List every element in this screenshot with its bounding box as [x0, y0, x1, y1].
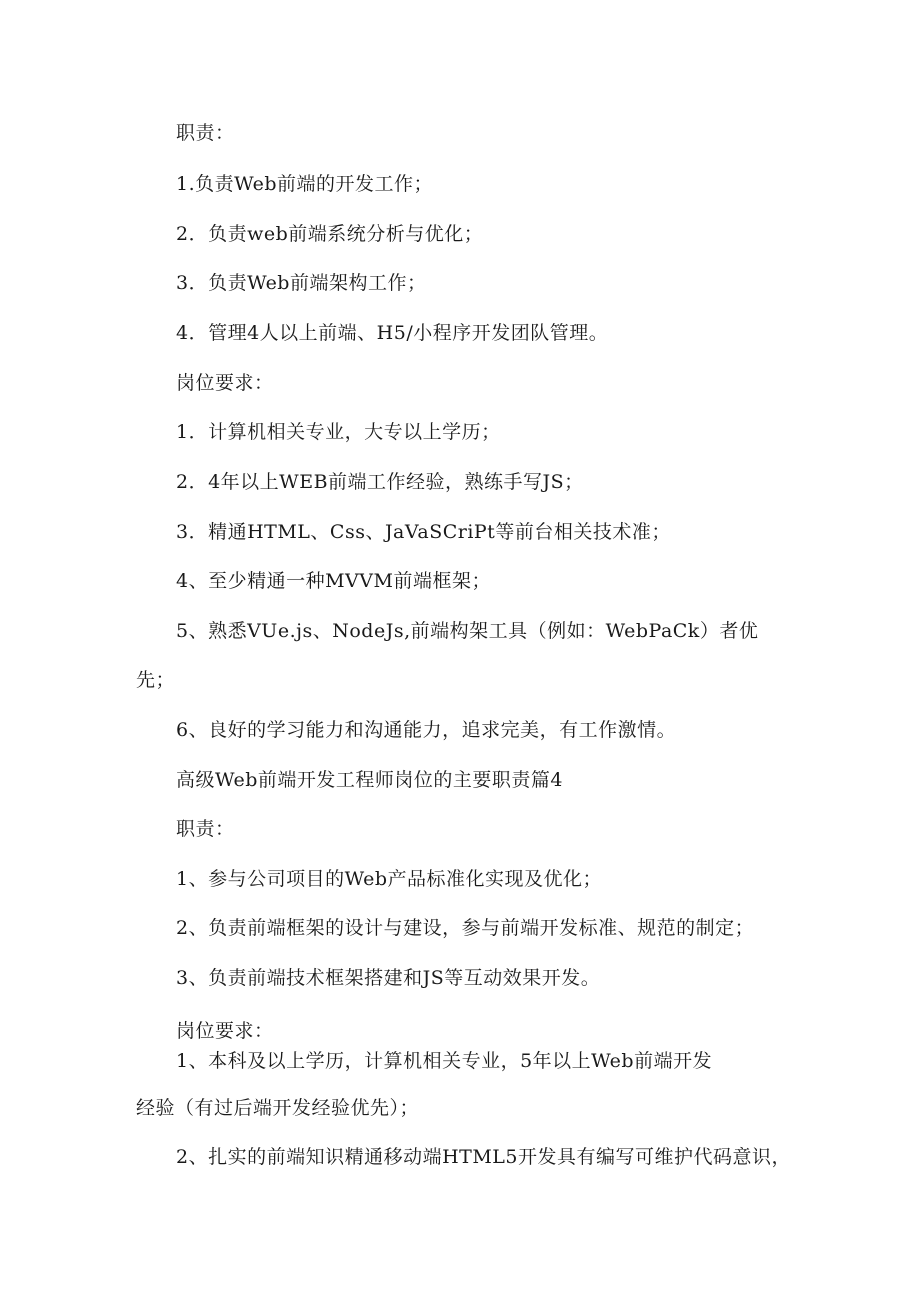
paragraph-line: 4．管理4人以上前端、H5/小程序开发团队管理。 — [176, 322, 609, 344]
paragraph-line: 1．计算机相关专业，大专以上学历； — [176, 421, 501, 443]
paragraph-line: 2．负责web前端系统分析与优化； — [176, 223, 484, 245]
paragraph-line: 5、熟悉VUe.js、NodeJs,前端构架工具（例如：WebPaCk）者优 — [176, 620, 759, 642]
article-title: 高级Web前端开发工程师岗位的主要职责篇4 — [176, 769, 563, 791]
section-heading-duties: 职责： — [176, 818, 235, 840]
paragraph-line: 2．4年以上WEB前端工作经验，熟练手写JS； — [176, 471, 584, 493]
paragraph-line: 1、参与公司项目的Web产品标准化实现及优化； — [176, 868, 602, 890]
section-heading-duties: 职责： — [176, 122, 235, 144]
paragraph-line: 3、负责前端技术框架搭建和JS等互动效果开发。 — [176, 967, 601, 989]
paragraph-line: 3．负责Web前端架构工作； — [176, 272, 427, 294]
section-heading-requirements: 岗位要求： — [176, 1020, 274, 1042]
paragraph-line-continuation: 经验（有过后端开发经验优先）； — [136, 1097, 420, 1119]
paragraph-line: 2、负责前端框架的设计与建设，参与前端开发标准、规范的制定； — [176, 917, 755, 939]
paragraph-line: 4、至少精通一种MVVM前端框架； — [176, 570, 491, 592]
paragraph-line-continuation: 先； — [136, 669, 176, 691]
section-heading-requirements: 岗位要求： — [176, 372, 274, 394]
paragraph-line: 1、本科及以上学历，计算机相关专业，5年以上Web前端开发 — [176, 1050, 713, 1072]
paragraph-line: 6、良好的学习能力和沟通能力，追求完美，有工作激情。 — [176, 719, 677, 741]
paragraph-line: 1.负责Web前端的开发工作； — [176, 173, 434, 195]
paragraph-line: 3．精通HTML、Css、JaVaSCriPt等前台相关技术准； — [176, 521, 671, 543]
paragraph-line: 2、扎实的前端知识精通移动端HTML5开发具有编写可维护代码意识， — [176, 1146, 791, 1168]
